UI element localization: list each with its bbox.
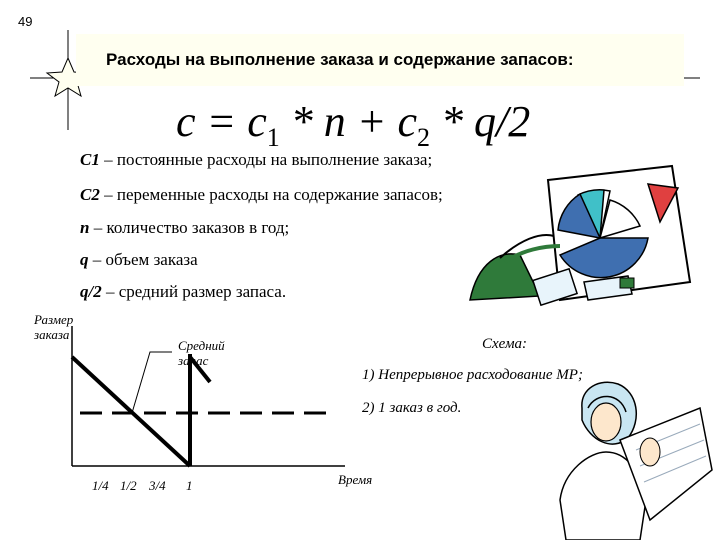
average-stock-label: Средний запас <box>178 338 225 368</box>
x-axis-label: Время <box>338 472 373 487</box>
scheme-item-1: 1) Непрерывное расходование МР; <box>362 367 583 383</box>
cost-formula: $c = c_1 * n + c_2 * q/2$ <box>176 97 531 152</box>
scheme-item-2: 2) 1 заказ в год. <box>362 400 462 416</box>
slide-title: Расходы на выполнение заказа и содержание запасов: <box>106 50 574 69</box>
x-tick-three-quarters: 3/4 <box>149 478 166 493</box>
y-axis-label: Размер заказа <box>34 312 74 342</box>
definition-c1: C1 – постоянные расходы на выполнение заказа; <box>80 150 433 169</box>
definition-q: q – объем заказа <box>80 250 198 269</box>
x-tick-half: 1/2 <box>120 478 137 493</box>
face-icon <box>591 403 621 441</box>
x-tick-quarter: 1/4 <box>92 478 109 493</box>
definition-q-half: q/2 – средний размер запаса. <box>80 282 287 301</box>
scheme-title: Схема: <box>482 336 528 352</box>
slide-number: 49 <box>18 14 33 29</box>
definition-n: n – количество заказов в год; <box>80 218 290 237</box>
x-tick-one: 1 <box>186 478 193 493</box>
definition-c2: C2 – переменные расходы на содержание запасов; <box>80 185 443 204</box>
